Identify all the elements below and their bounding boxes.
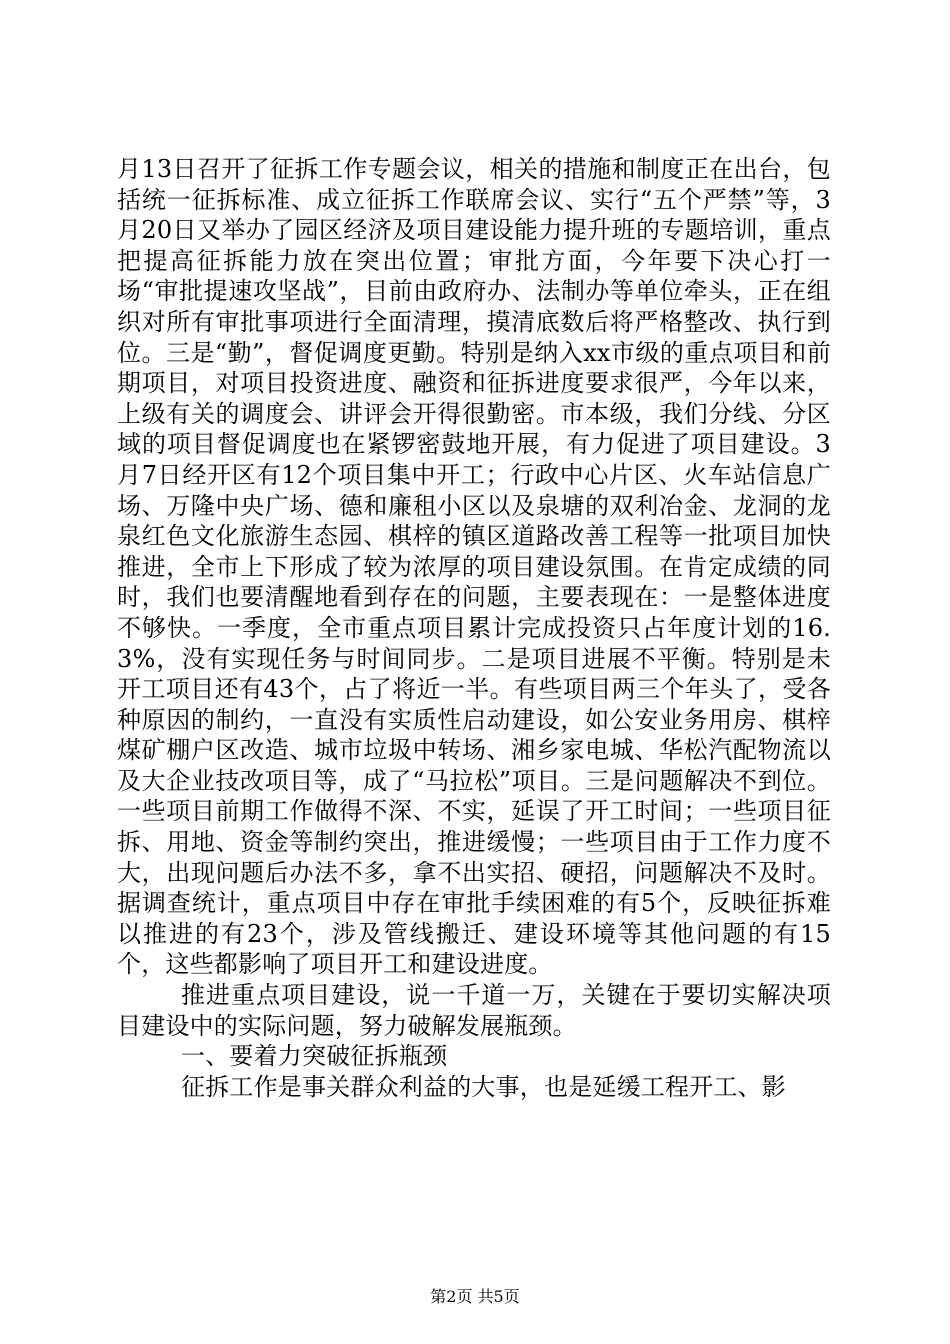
section-heading: 一、要着力突破征拆瓶颈 [181, 1042, 448, 1071]
body-paragraph-intro: 推进重点项目建设，说一千道一万，关键在于要切实解决项目建设中的实际问题，努力破解发展瓶颈。 [117, 981, 831, 1040]
document-body [117, 154, 831, 1102]
body-paragraph-continuation: 月13日召开了征拆工作专题会议，相关的措施和制度正在出台，包括统一征拆标准、成立征拆工作联席会议、实行“五个严禁”等，3月20日又举办了园区经济及项目建设能力提升班的专题培训，重点把提高征拆能力放在突出位置；审批方面，今年要下决心打一场“审批提速攻坚战”，目前由政府办、法制办等单位牵头，正在组织对所有审批事项进行全面清理，摸清底数后将严格整改、执行到位。三是“勤”，督促调度更勤。特别是纳入xx市级的重点项目和前期项目，对项目投资进度、融资和征拆进度要求很严，今年以来，上级有关的调度会、讲评会开得很勤密。市本级，我们分线、分区域的项目督促调度也在紧锣密鼓地开展，有力促进了项目建设。3月7日经开区有12个项目集中开工；行政中心片区、火车站信息广场、万隆中央广场、德和廉租小区以及泉塘的双利冶金、龙洞的龙泉红色文化旅游生态园、棋梓的镇区道路改善工程等一批项目加快推进，全市上下形成了较为浓厚的项目建设氛围。在肯定成绩的同时，我们也要清醒地看到存在的问题，主要表现在：一是整体进度不够快。一季度，全市重点项目累计完成投资只占年度计划的16.3%，没有实现任务与时间同步。二是项目进展不平衡。特别是未开工项目还有43个，占了将近一半。有些项目两三个年头了，受各种原因的制约，一直没有实质性启动建设，如公安业务用房、棋梓煤矿棚户区改造、城市垃圾中转场、湘乡家电城、华松汽配物流以及大企业技改项目等，成了“马拉松”项目。三是问题解决不到位。一些项目前期工作做得不深、不实，延误了开工时间；一些项目征拆、用地、资金等制约突出，推进缓慢；一些项目由于工作力度不大，出现问题后办法不多，拿不出实招、硬招，问题解决不及时。据调查统计，重点项目中存在审批手续困难的有5个，反映征拆难以推进的有23个，涉及管线搬迁、建设环境等其他问题的有15个，这些都影响了项目开工和建设进度。 [117, 155, 831, 979]
body-paragraph-section: 征拆工作是事关群众利益的大事，也是延缓工程开工、影 [181, 1072, 786, 1101]
page-number-footer: 第2页 共5页 [430, 1287, 520, 1306]
